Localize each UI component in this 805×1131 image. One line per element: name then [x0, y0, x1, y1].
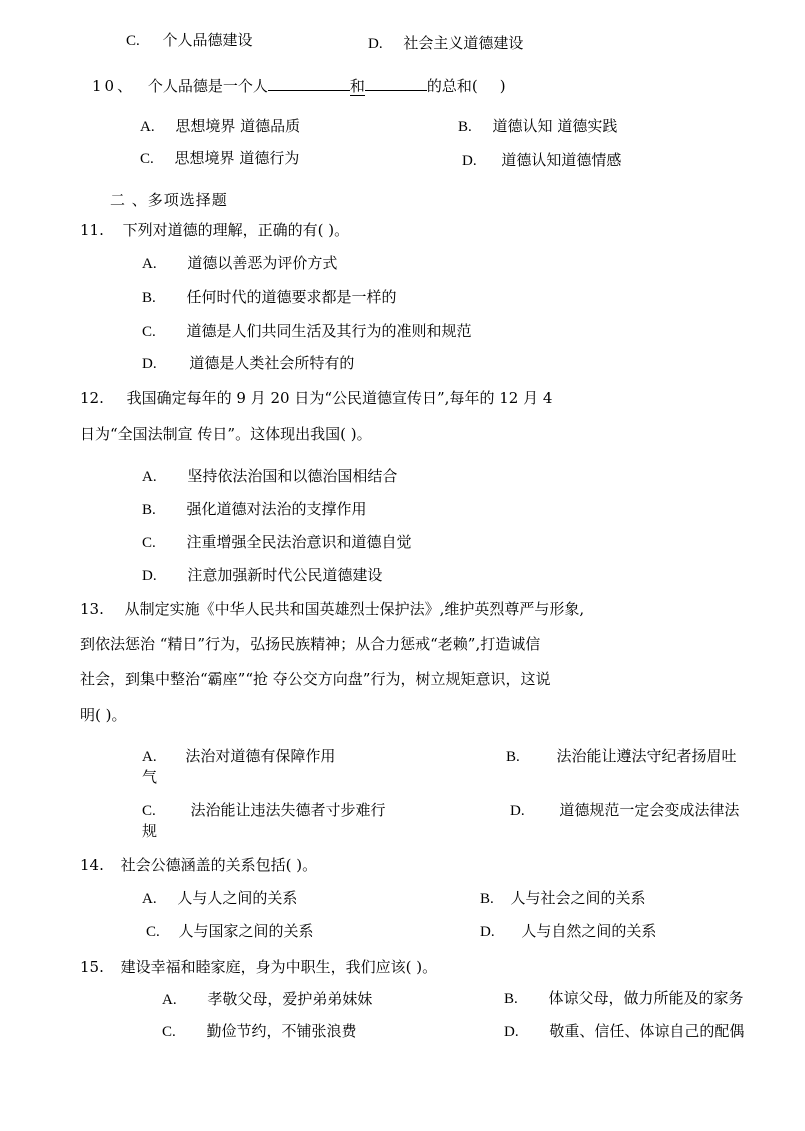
option-text: 道德是人类社会所特有的	[189, 354, 355, 372]
question-number: 11.	[80, 221, 104, 239]
option-text: 敬重、信任、体谅自己的配偶	[549, 1022, 745, 1040]
q13-option-c-wrap: 规	[142, 822, 158, 840]
q13-option-b	[506, 746, 737, 767]
q11-stem	[80, 220, 349, 240]
q11-option-b	[142, 287, 397, 308]
option-letter: C.	[140, 151, 154, 167]
q14-stem	[80, 855, 317, 875]
stem-text: 从制定实施《中华人民共和国英雄烈士保护法》,维护英烈尊严与形象,	[124, 600, 585, 618]
option-letter: C.	[142, 324, 156, 340]
stem-text: 我国确定每年的 9 月 20 日为“公民道德宣传日”,每年的 12 月 4	[126, 389, 553, 407]
option-letter: A.	[142, 256, 157, 272]
option-letter: C.	[142, 535, 156, 551]
option-letter: A.	[162, 992, 177, 1008]
stem-text: 建设幸福和睦家庭，身为中职生，我们应该( )。	[120, 958, 438, 976]
option-text: 人与国家之间的关系	[178, 922, 314, 940]
option-text: 社会主义道德建设	[403, 34, 524, 52]
option-text: 道德规范一定会变成法律法	[559, 801, 740, 819]
q10-option-a	[140, 116, 300, 137]
option-letter: A.	[142, 891, 157, 907]
option-letter: D.	[142, 568, 157, 584]
question-number: 15.	[80, 958, 104, 976]
q9-option-c	[126, 30, 253, 51]
q11-option-c	[142, 321, 472, 342]
option-text: 思想境界 道德品质	[175, 117, 301, 135]
q15-option-a	[162, 989, 372, 1010]
question-number: 14.	[80, 856, 104, 874]
section-heading: 二 、多项选择题	[110, 191, 228, 209]
option-text: 强化道德对法治的支撑作用	[186, 500, 367, 518]
option-letter: B.	[506, 749, 520, 765]
q12-option-d	[142, 565, 382, 586]
option-text: 体谅父母，做力所能及的家务	[548, 989, 744, 1007]
option-letter: C.	[162, 1024, 176, 1040]
option-letter: B.	[142, 290, 156, 306]
q15-stem	[80, 957, 437, 977]
option-text: 任何时代的道德要求都是一样的	[186, 288, 397, 306]
option-letter: D.	[368, 36, 383, 52]
option-letter: B.	[142, 502, 156, 518]
stem-text-d: )	[499, 77, 506, 95]
q11-option-a	[142, 253, 337, 274]
option-text: 人与自然之间的关系	[521, 922, 657, 940]
stem-text-a: 个人品德是一个人	[147, 77, 268, 95]
question-number: 12.	[80, 389, 104, 407]
q12-stem-line2: 日为“全国法制宣 传日”。这体现出我国( )。	[80, 425, 372, 443]
q10-option-d	[462, 150, 621, 171]
q13-option-a	[142, 746, 335, 767]
q15-option-b	[504, 988, 744, 1009]
option-letter: B.	[504, 991, 518, 1007]
option-letter: A.	[142, 749, 157, 765]
q14-option-b	[480, 888, 646, 909]
option-letter: C.	[142, 803, 156, 819]
q12-option-b	[142, 499, 367, 520]
option-text: 注意加强新时代公民道德建设	[187, 566, 383, 584]
q13-stem-line3: 社会，到集中整治“霸座”“抢 夺公交方向盘”行为，树立规矩意识，这说	[80, 670, 551, 688]
question-number: 10、	[92, 77, 136, 95]
q13-stem-line1	[80, 599, 584, 619]
option-letter: D.	[462, 153, 477, 169]
q10-option-b	[458, 116, 617, 137]
option-text: 道德认知 道德实践	[492, 117, 618, 135]
option-letter: A.	[142, 469, 157, 485]
option-text: 人与社会之间的关系	[510, 889, 646, 907]
option-letter: D.	[510, 803, 525, 819]
q10-option-c	[140, 148, 299, 169]
fill-blank-2	[365, 74, 427, 91]
q12-stem-line1	[80, 388, 552, 408]
q14-option-a	[142, 888, 297, 909]
fill-blank-1	[268, 74, 350, 91]
option-text: 孝敬父母，爱护弟弟妹妹	[207, 990, 373, 1008]
q15-option-d	[504, 1021, 744, 1042]
option-letter: D.	[504, 1024, 519, 1040]
option-text: 法治能让违法失德者寸步难行	[190, 801, 386, 819]
option-text: 人与人之间的关系	[177, 889, 298, 907]
option-letter: D.	[480, 924, 495, 940]
q13-stem-line2: 到依法惩治 “精日”行为，弘扬民族精神；从合力惩戒“老赖”,打造诚信	[80, 635, 541, 653]
q13-option-b-wrap: 气	[142, 768, 158, 786]
q10-stem	[92, 74, 506, 96]
option-letter: C.	[126, 33, 140, 49]
stem-text-b: 和	[349, 77, 365, 95]
option-text: 道德是人们共同生活及其行为的准则和规范	[186, 322, 472, 340]
option-letter: A.	[140, 119, 155, 135]
option-text: 个人品德建设	[162, 31, 253, 49]
option-text: 法治能让遵法守纪者扬眉吐	[556, 747, 737, 765]
option-letter: D.	[142, 356, 157, 372]
stem-text: 社会公德涵盖的关系包括( )。	[120, 856, 318, 874]
option-text: 勤俭节约，不铺张浪费	[206, 1022, 357, 1040]
q12-option-c	[142, 532, 412, 553]
option-text: 注重增强全民法治意识和道德自觉	[186, 533, 412, 551]
q13-stem-line4: 明( )。	[80, 706, 127, 724]
stem-text: 下列对道德的理解，正确的有( )。	[122, 221, 350, 239]
option-letter: B.	[480, 891, 494, 907]
option-text: 道德以善恶为评价方式	[187, 254, 338, 272]
q14-option-c	[146, 921, 314, 942]
option-text: 法治对道德有保障作用	[185, 747, 336, 765]
option-text: 思想境界 道德行为	[174, 149, 300, 167]
question-number: 13.	[80, 600, 104, 618]
q13-option-d	[510, 800, 739, 821]
q12-option-a	[142, 466, 397, 487]
option-letter: B.	[458, 119, 472, 135]
option-text: 道德认知道德情感	[501, 151, 622, 169]
stem-text-c: 的总和(	[426, 77, 478, 95]
q11-option-d	[142, 353, 354, 374]
option-text: 坚持依法治国和以德治国相结合	[187, 467, 398, 485]
q14-option-d	[480, 921, 656, 942]
option-letter: C.	[146, 924, 160, 940]
q9-option-d	[368, 33, 523, 54]
q13-option-c	[142, 800, 386, 821]
q15-option-c	[162, 1021, 357, 1042]
